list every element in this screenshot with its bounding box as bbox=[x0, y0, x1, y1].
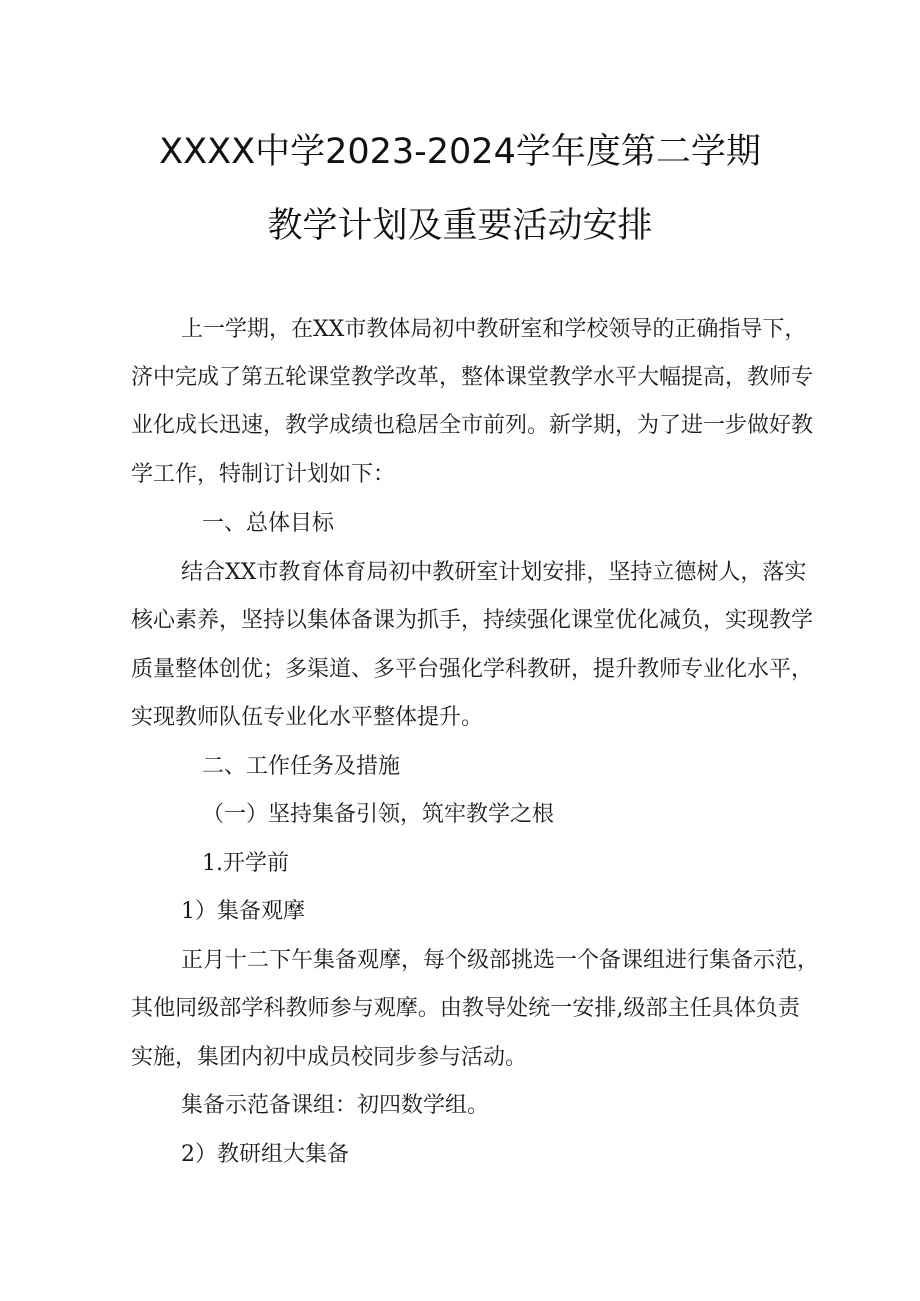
item1-heading: 1.开学前 bbox=[202, 851, 289, 876]
intro-line-4: 学工作，特制订计划如下： bbox=[131, 462, 396, 487]
section1-line-3: 质量整体创优；多渠道、多平台强化学科教研，提升教师专业化水平， bbox=[131, 657, 814, 682]
demo-group-line: 集备示范备课组：初四数学组。 bbox=[181, 1093, 490, 1118]
section1-line-4: 实现教师队伍专业化水平整体提升。 bbox=[131, 705, 484, 730]
item1-1-line-1: 正月十二下午集备观摩，每个级部挑选一个备课组进行集备示范， bbox=[181, 948, 820, 973]
item1-1-line-3: 实施，集团内初中成员校同步参与活动。 bbox=[131, 1045, 528, 1070]
section1-line-2: 核心素养，坚持以集体备课为抓手，持续强化课堂优化减负，实现教学 bbox=[131, 608, 814, 633]
section1-line-1: 结合XX市教育体育局初中教研室计划安排，坚持立德树人，落实 bbox=[181, 560, 807, 585]
intro-line-1: 上一学期，在XX市教体局初中教研室和学校领导的正确指导下， bbox=[181, 317, 807, 342]
item1-1-line-2: 其他同级部学科教师参与观摩。由教导处统一安排,级部主任具体负责 bbox=[131, 996, 800, 1021]
subsection1-heading: （一）坚持集备引领，筑牢教学之根 bbox=[202, 802, 555, 827]
section2-heading: 二、工作任务及措施 bbox=[202, 754, 401, 779]
document-title-line1: XXXX中学2023-2024学年度第二学期 bbox=[159, 132, 761, 172]
intro-line-2: 济中完成了第五轮课堂教学改革，整体课堂教学水平大幅提高，教师专 bbox=[131, 365, 814, 390]
section1-heading: 一、总体目标 bbox=[202, 511, 335, 536]
item1-1-heading: 1）集备观摩 bbox=[181, 899, 305, 924]
intro-line-3: 业化成长迅速，教学成绩也稳居全市前列。新学期，为了进一步做好教 bbox=[131, 413, 814, 438]
document-title-line2: 教学计划及重要活动安排 bbox=[267, 206, 653, 246]
item1-2-heading: 2）教研组大集备 bbox=[181, 1142, 349, 1167]
